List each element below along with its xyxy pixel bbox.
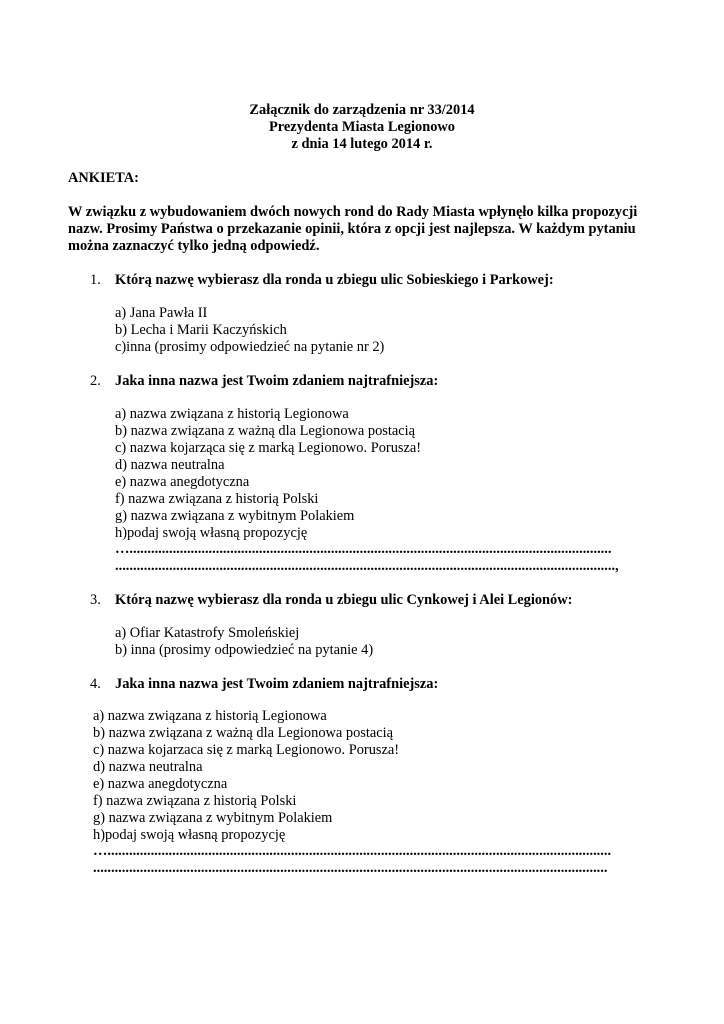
intro-line-2: nazw. Prosimy Państwa o przekazanie opinii, która z opcji jest najlepsza. W każdym pytaniu <box>68 221 636 237</box>
question-2-option-a: a) nazwa związana z historią Legionowa <box>115 406 349 422</box>
question-4-answer-line-2[interactable]: ............................................................................................................................................... <box>93 860 608 876</box>
question-1-text: Którą nazwę wybierasz dla ronda u zbiegu ulic Sobieskiego i Parkowej: <box>115 272 554 288</box>
question-2-option-c: c) nazwa kojarząca się z marką Legionowo. Porusza! <box>115 440 422 456</box>
question-3-number: 3. <box>90 592 101 608</box>
survey-title: ANKIETA: <box>68 170 139 186</box>
question-3-option-a: a) Ofiar Katastrofy Smoleńskiej <box>115 625 300 641</box>
question-1-number: 1. <box>90 272 101 288</box>
question-2-option-g: g) nazwa związana z wybitnym Polakiem <box>115 508 355 524</box>
question-4-option-d: d) nazwa neutralna <box>93 759 203 775</box>
question-1-option-a: a) Jana Pawła II <box>115 305 208 321</box>
question-2-option-e: e) nazwa anegdotyczna <box>115 474 250 490</box>
question-4-option-b: b) nazwa związana z ważną dla Legionowa postacią <box>93 725 394 741</box>
question-2-option-b: b) nazwa związana z ważną dla Legionowa postacią <box>115 423 416 439</box>
question-4-option-h: h)podaj swoją własną propozycję <box>93 827 286 843</box>
intro-line-3: można zaznaczyć tylko jedną odpowiedź. <box>68 238 320 254</box>
question-3-option-b: b) inna (prosimy odpowiedzieć na pytanie 4) <box>115 642 374 658</box>
question-2-text: Jaka inna nazwa jest Twoim zdaniem najtrafniejsza: <box>115 373 439 389</box>
question-3-text: Którą nazwę wybierasz dla ronda u zbiegu ulic Cynkowej i Alei Legionów: <box>115 592 573 608</box>
question-2-option-h: h)podaj swoją własną propozycję <box>115 525 308 541</box>
question-4-option-f: f) nazwa związana z historią Polski <box>93 793 297 809</box>
question-4-option-e: e) nazwa anegdotyczna <box>93 776 228 792</box>
question-4-option-c: c) nazwa kojarzaca się z marką Legionowo. Porusza! <box>93 742 400 758</box>
question-1-option-b: b) Lecha i Marii Kaczyńskich <box>115 322 287 338</box>
question-2-answer-line-2[interactable]: ..........................................................................................................................................., <box>115 558 619 574</box>
question-4-option-g: g) nazwa związana z wybitnym Polakiem <box>93 810 333 826</box>
intro-line-1: W związku z wybudowaniem dwóch nowych rond do Rady Miasta wpłynęło kilka propozycji <box>68 204 638 220</box>
header-line-3: z dnia 14 lutego 2014 r. <box>291 136 433 152</box>
header-line-2: Prezydenta Miasta Legionowo <box>269 119 455 135</box>
question-4-option-a: a) nazwa związana z historią Legionowa <box>93 708 327 724</box>
question-4-number: 4. <box>90 676 101 692</box>
question-2-answer-line-1[interactable]: …...................................................................................................................................... <box>115 541 612 557</box>
header-line-1: Załącznik do zarządzenia nr 33/2014 <box>249 102 475 118</box>
question-2-option-f: f) nazwa związana z historią Polski <box>115 491 319 507</box>
question-4-text: Jaka inna nazwa jest Twoim zdaniem najtrafniejsza: <box>115 676 439 692</box>
question-2-option-d: d) nazwa neutralna <box>115 457 225 473</box>
question-2-number: 2. <box>90 373 101 389</box>
question-1-option-c: c)inna (prosimy odpowiedzieć na pytanie nr 2) <box>115 339 385 355</box>
question-4-answer-line-1[interactable]: …............................................................................................................................................ <box>93 843 612 859</box>
